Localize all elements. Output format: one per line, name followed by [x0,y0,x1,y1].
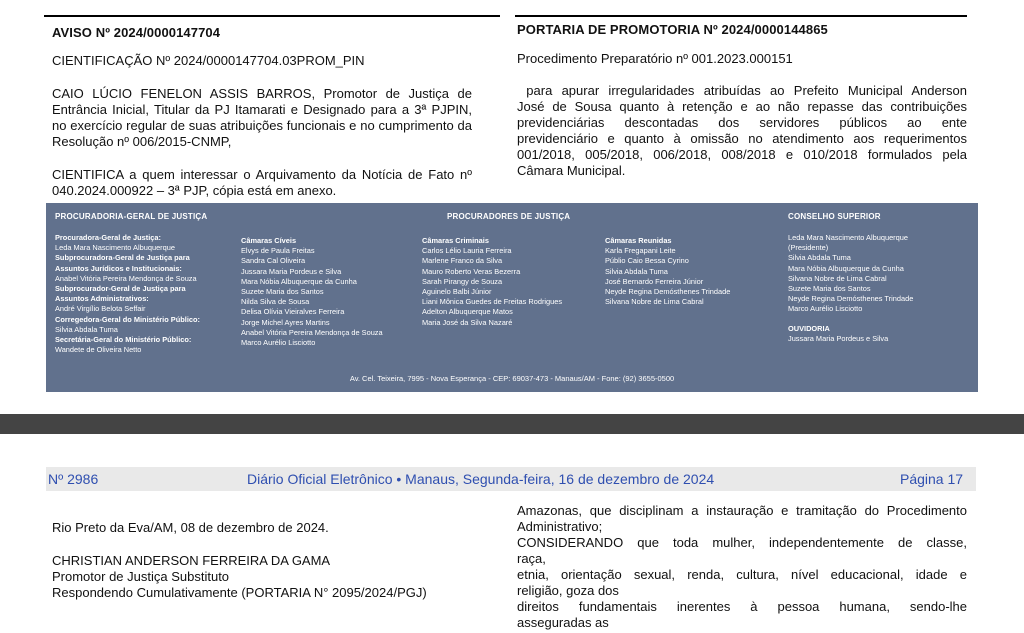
considerando-line: Amazonas, que disciplinam a instauração e tramitação do Procedimento [517,503,967,518]
aviso-body [52,86,472,150]
camaras-civeis-entry: Anabel Vitória Pereira Mendonça de Souza [241,327,383,337]
cientificacao-number: CIENTIFICAÇÃO Nº 2024/0000147704.03PROM_PIN [52,53,365,68]
camaras-reunidas-entry: Silvana Nobre de Lima Cabral [605,297,704,307]
pgj-entry: Wandete de Oliveira Netto [55,345,142,355]
conselho-list [788,233,913,315]
signer-name: CHRISTIAN ANDERSON FERREIRA DA GAMA [52,553,331,568]
pgj-entry: Assuntos Administrativos: [55,294,149,304]
considerando-line: raça, [517,551,546,566]
camaras-civeis-list [241,236,383,348]
cientifica-paragraph [52,167,472,199]
pgj-entry: Anabel Vitória Pereira Mendonça de Souza [55,273,197,283]
camaras-reunidas-entry: Neyde Regina Demósthenes Trindade [605,287,731,297]
conselho-entry: Marco Aurélio Lisciotto [788,304,863,314]
signer-assignment: Respondendo Cumulativamente (PORTARIA N° 2095/2024/PGJ) [52,585,427,600]
considerando-line: CONSIDERANDO que toda mulher, independentemente de classe, [517,535,967,550]
camaras-civeis-entry: Nilda Silva de Sousa [241,297,310,307]
camaras-criminais-entry: Sarah Pirangy de Souza [422,276,503,286]
portaria-body [517,83,967,179]
ouvidoria-label: OUVIDORIA [788,324,830,333]
camaras-civeis-entry: Elvys de Paula Freitas [241,246,315,256]
procuradores-heading: PROCURADORES DE JUSTIÇA [447,212,571,221]
portaria-title: PORTARIA DE PROMOTORIA Nº 2024/0000144865 [517,22,828,37]
conselho-entry: Mara Nóbia Albuquerque da Cunha [788,263,904,273]
conselho-entry: Silvia Abdala Tuma [788,253,851,263]
conselho-entry: Neyde Regina Demósthenes Trindade [788,294,914,304]
cientifica-line: CIENTIFICA a quem interessar o Arquivamento da Notícia de Fato nº [52,167,472,182]
portaria-body-line: 001/2018, 005/2018, 006/2018, 008/2018 e 010/2018 formulados pela [517,147,967,162]
portaria-body-line: previdenciário e quanto à omissão no atendimento aos requerimentos [517,131,967,146]
conselho-entry: Suzete Maria dos Santos [788,284,871,294]
header-title: Diário Oficial Eletrônico • Manaus, Segunda-feira, 16 de dezembro de 2024 [247,471,715,487]
right-top-rule [515,15,967,17]
pgj-entry: Corregedora-Geral do Ministério Público: [55,314,200,324]
considerando-line: etnia, orientação sexual, renda, cultura, nível educacional, idade e [517,567,967,582]
pgj-entry: Subprocurador-Geral de Justiça para [55,284,186,294]
institution-footer-panel [46,203,978,392]
portaria-body-line: Câmara Municipal. [517,163,626,178]
pgj-heading: PROCURADORIA-GERAL DE JUSTIÇA [55,212,208,221]
camaras-reunidas-entry: Câmaras Reunidas [605,236,672,245]
camaras-civeis-entry: Sandra Cal Oliveira [241,256,306,266]
aviso-body-line: no exercício regular de suas atribuições funcionais e no cumprimento da [52,118,472,133]
aviso-body-line: Resolução nº 006/2015-CNMP, [52,134,232,149]
camaras-criminais-entry: Carlos Lélio Lauria Ferreira [422,246,512,256]
camaras-reunidas-entry: Silvia Abdala Tuma [605,266,668,276]
pgj-entry: André Virgílio Belota Seffair [55,304,146,314]
considerando-line: direitos fundamentais inerentes à pessoa humana, sendo-lhe [517,599,967,614]
conselho-entry: Silvana Nobre de Lima Cabral [788,273,887,283]
camaras-civeis-entry: Marco Aurélio Lisciotto [241,338,316,348]
page-header [46,467,976,491]
conselho-heading: CONSELHO SUPERIOR [788,212,881,221]
aviso-body-line: Entrância Inicial, Titular da PJ Itamarati e Designado para a 3ª PJPIN, [52,102,472,117]
conselho-entry: Leda Mara Nascimento Albuquerque [788,233,908,242]
aviso-title: AVISO Nº 2024/0000147704 [52,25,221,40]
pgj-entry: Procuradora-Geral de Justiça: [55,233,161,242]
conselho-entry: (Presidente) [788,243,829,253]
left-top-rule [44,15,500,17]
camaras-civeis-entry: Mara Nóbia Albuquerque da Cunha [241,276,357,286]
pgj-entry: Assuntos Jurídicos e Institucionais: [55,263,182,273]
camaras-reunidas-entry: Karla Fregapani Leite [605,246,676,256]
page-number: Página 17 [900,471,964,487]
camaras-reunidas-list [605,236,730,307]
camaras-criminais-entry: Liani Mônica Guedes de Freitas Rodrigues [422,297,563,307]
portaria-body-line: para apurar irregularidades atribuídas ao Prefeito Municipal Anderson [517,83,967,98]
camaras-criminais-entry: Aguinelo Balbi Júnior [422,287,492,297]
camaras-reunidas-entry: Públio Caio Bessa Cyrino [605,256,689,266]
cientifica-line: 040.2024.000922 – 3ª PJP, cópia está em anexo. [52,183,337,198]
portaria-body-line: previdenciárias descontadas dos servidores públicos ao ente [517,115,967,130]
camaras-civeis-entry: Jussara Maria Pordeus e Silva [241,266,342,276]
considerando-line: asseguradas as [517,615,609,630]
pgj-entry: Leda Mara Nascimento Albuquerque [55,243,175,253]
edition-number: Nº 2986 [48,471,99,487]
camaras-civeis-entry: Câmaras Cíveis [241,236,297,245]
camaras-criminais-entry: Mauro Roberto Veras Bezerra [422,266,521,276]
camaras-criminais-entry: Câmaras Criminais [422,236,489,245]
page-separator [0,414,1024,434]
signer-role: Promotor de Justiça Substituto [52,569,230,584]
signature-date: Rio Preto da Eva/AM, 08 de dezembro de 2024. [52,520,329,535]
camaras-criminais-entry: Marlene Franco da Silva [422,256,503,266]
footer-address: Av. Cel. Teixeira, 7995 - Nova Esperança - CEP: 69037-473 - Manaus/AM - Fone: (92) 3655-0500 [349,374,675,383]
considerando-line: religião, goza dos [517,583,619,598]
procedimento-number: Procedimento Preparatório nº 001.2023.000151 [517,51,793,66]
pgj-entry: Subprocuradora-Geral de Justiça para [55,253,190,263]
camaras-civeis-entry: Suzete Maria dos Santos [241,287,324,297]
pgj-list [55,233,200,355]
camaras-criminais-entry: Maria José da Silva Nazaré [422,317,513,327]
camaras-civeis-entry: Jorge Michel Ayres Martins [241,317,330,327]
camaras-reunidas-entry: José Bernardo Ferreira Júnior [605,276,704,286]
pgj-entry: Secretária-Geral do Ministério Público: [55,335,192,345]
camaras-criminais-list [422,236,562,328]
aviso-body-line: CAIO LÚCIO FENELON ASSIS BARROS, Promotor de Justiça de [52,86,472,101]
pgj-entry: Silvia Abdala Tuma [55,324,118,334]
considerando-line: Administrativo; [517,519,603,534]
portaria-body-line: José de Sousa quanto à retenção e ao não repasse das contribuições [517,99,967,114]
ouvidoria-name: Jussara Maria Pordeus e Silva [788,334,889,344]
considerando-text [517,503,967,631]
camaras-civeis-entry: Delisa Olívia Vieiralves Ferreira [241,307,345,317]
camaras-criminais-entry: Adelton Albuquerque Matos [422,307,513,317]
ouvidoria-block [788,324,888,344]
